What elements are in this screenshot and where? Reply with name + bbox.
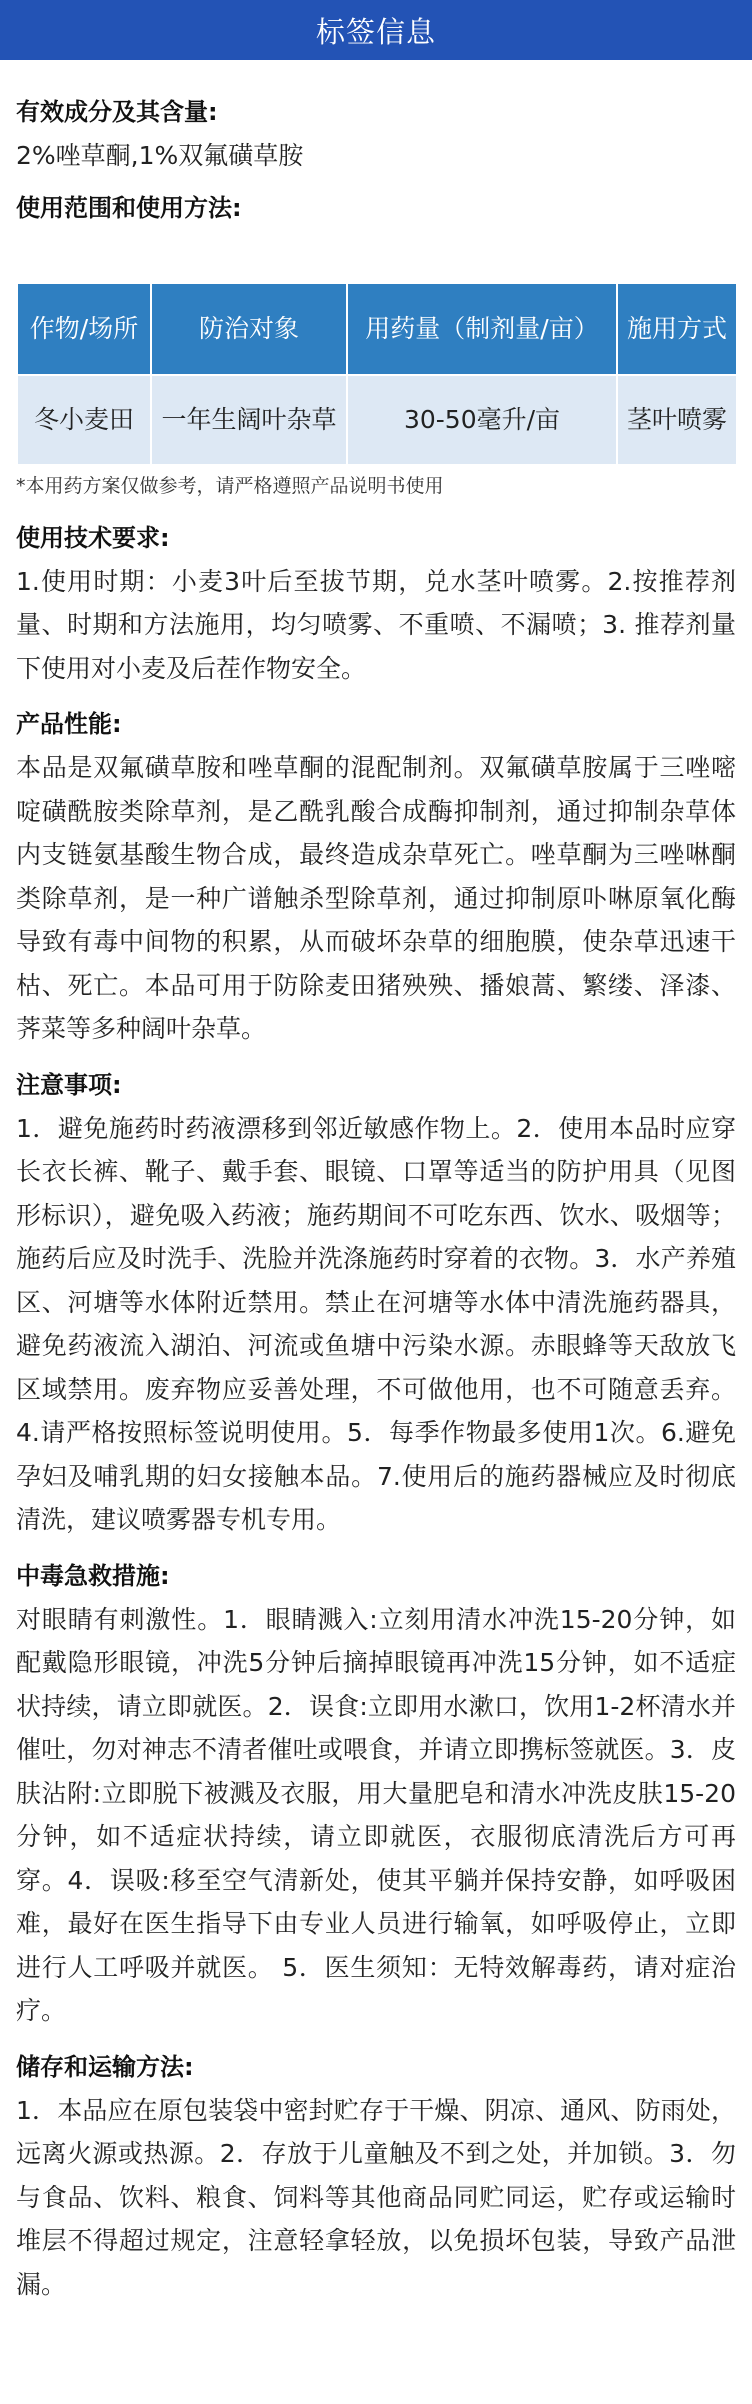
table-cell-dosage: 30-50毫升/亩 (347, 375, 617, 465)
ingredients-title: 有效成分及其含量: (16, 98, 218, 126)
cautions-text: 1．避免施药时药液漂移到邻近敏感作物上。2．使用本品时应穿长衣长裤、靴子、戴手套、眼镜、口罩等适当的防护用具（见图形标识），避免吸入药液；施药期间不可吃东西、饮水、吸烟等；施药后应及时洗手、洗脸并洗涤施药时穿着的衣物。3．水产养殖区、河塘等水体附近禁用。禁止在河塘等水体中清洗施药器具，避免药液流入湖泊、河流或鱼塘中污染水源。赤眼蜂等天敌放飞区域禁用。废弃物应妥善处理，不可做他用，也不可随意丢弃。4.请严格按照标签说明使用。5．每季作物最多使用1次。6.避免孕妇及哺乳期的妇女接触本品。7.使用后的施药器械应及时彻底清洗，建议喷雾器专机专用。 (16, 1113, 736, 1534)
table-header-dosage: 用药量（制剂量/亩） (347, 283, 617, 375)
dosage-table (16, 282, 738, 466)
technique-section (16, 520, 736, 691)
header-title: 标签信息 (315, 14, 436, 49)
first-aid-text: 对眼睛有刺激性。1．眼睛溅入:立刻用清水冲洗15-20分钟，如配戴隐形眼镜，冲洗5分钟后摘掉眼镜再冲洗15分钟，如不适症状持续，请立即就医。2．误食:立即用水漱口，饮用1-2杯清水并催吐，勿对神志不清者催吐或喂食，并请立即携标签就医。3．皮肤沾附:立即脱下被溅及衣服，用大量肥皂和清水冲洗皮肤15-20分钟，如不适症状持续，请立即就医，衣服彻底清洗后方可再穿。4．误吸:移至空气清新处，使其平躺并保持安静，如呼吸困难，最好在医生指导下由专业人员进行输氧，如呼吸停止，立即进行人工呼吸并就医。 5．医生须知：无特效解毒药，请对症治疗。 (16, 1604, 736, 2025)
cautions-section (16, 1067, 736, 1542)
table-cell-target: 一年生阔叶杂草 (151, 375, 347, 465)
storage-section (16, 2049, 736, 2307)
technique-title: 使用技术要求: (16, 523, 170, 552)
storage-text: 1．本品应在原包装袋中密封贮存于干燥、阴凉、通风、防雨处，远离火源或热源。2．存放于儿童触及不到之处，并加锁。3．勿与食品、饮料、粮食、饲料等其他商品同贮同运，贮存或运输时堆层不得超过规定，注意轻拿轻放，以免损坏包装，导致产品泄漏。 (16, 2095, 736, 2299)
first-aid-title: 中毒急救措施: (16, 1561, 170, 1590)
table-cell-method: 茎叶喷雾 (617, 375, 737, 465)
ingredients-section (16, 94, 736, 178)
table-header-row (17, 283, 737, 375)
usage-section (16, 190, 736, 500)
table-row (17, 375, 737, 465)
first-aid-section (16, 1558, 736, 2033)
page-header (0, 0, 752, 60)
table-header-target: 防治对象 (151, 283, 347, 375)
storage-title: 储存和运输方法: (16, 2052, 194, 2081)
technique-text: 1.使用时期：小麦3叶后至拔节期，兑水茎叶喷雾。2.按推荐剂量、时期和方法施用，均匀喷雾、不重喷、不漏喷；3. 推荐剂量下使用对小麦及后茬作物安全。 (16, 566, 736, 683)
label-content (16, 60, 736, 2306)
dosage-note: *本用药方案仅做参考，请严格遵照产品说明书使用 (16, 474, 444, 497)
performance-section (16, 706, 736, 1051)
table-cell-crop: 冬小麦田 (17, 375, 151, 465)
cautions-title: 注意事项: (16, 1070, 122, 1099)
performance-title: 产品性能: (16, 710, 122, 738)
table-header-crop: 作物/场所 (17, 283, 151, 375)
performance-text: 本品是双氟磺草胺和唑草酮的混配制剂。双氟磺草胺属于三唑嘧啶磺酰胺类除草剂，是乙酰乳酸合成酶抑制剂，通过抑制杂草体内支链氨基酸生物合成，最终造成杂草死亡。唑草酮为三唑啉酮类除草剂，是一种广谱触杀型除草剂，通过抑制原卟啉原氧化酶导致有毒中间物的积累，从而破坏杂草的细胞膜，使杂草迅速干枯、死亡。本品可用于防除麦田猪殃殃、播娘蒿、繁缕、泽漆、荠菜等多种阔叶杂草。 (16, 753, 736, 1043)
ingredients-text: 2%唑草酮,1%双氟磺草胺 (16, 141, 304, 170)
table-header-method: 施用方式 (617, 283, 737, 375)
usage-title: 使用范围和使用方法: (16, 193, 242, 222)
